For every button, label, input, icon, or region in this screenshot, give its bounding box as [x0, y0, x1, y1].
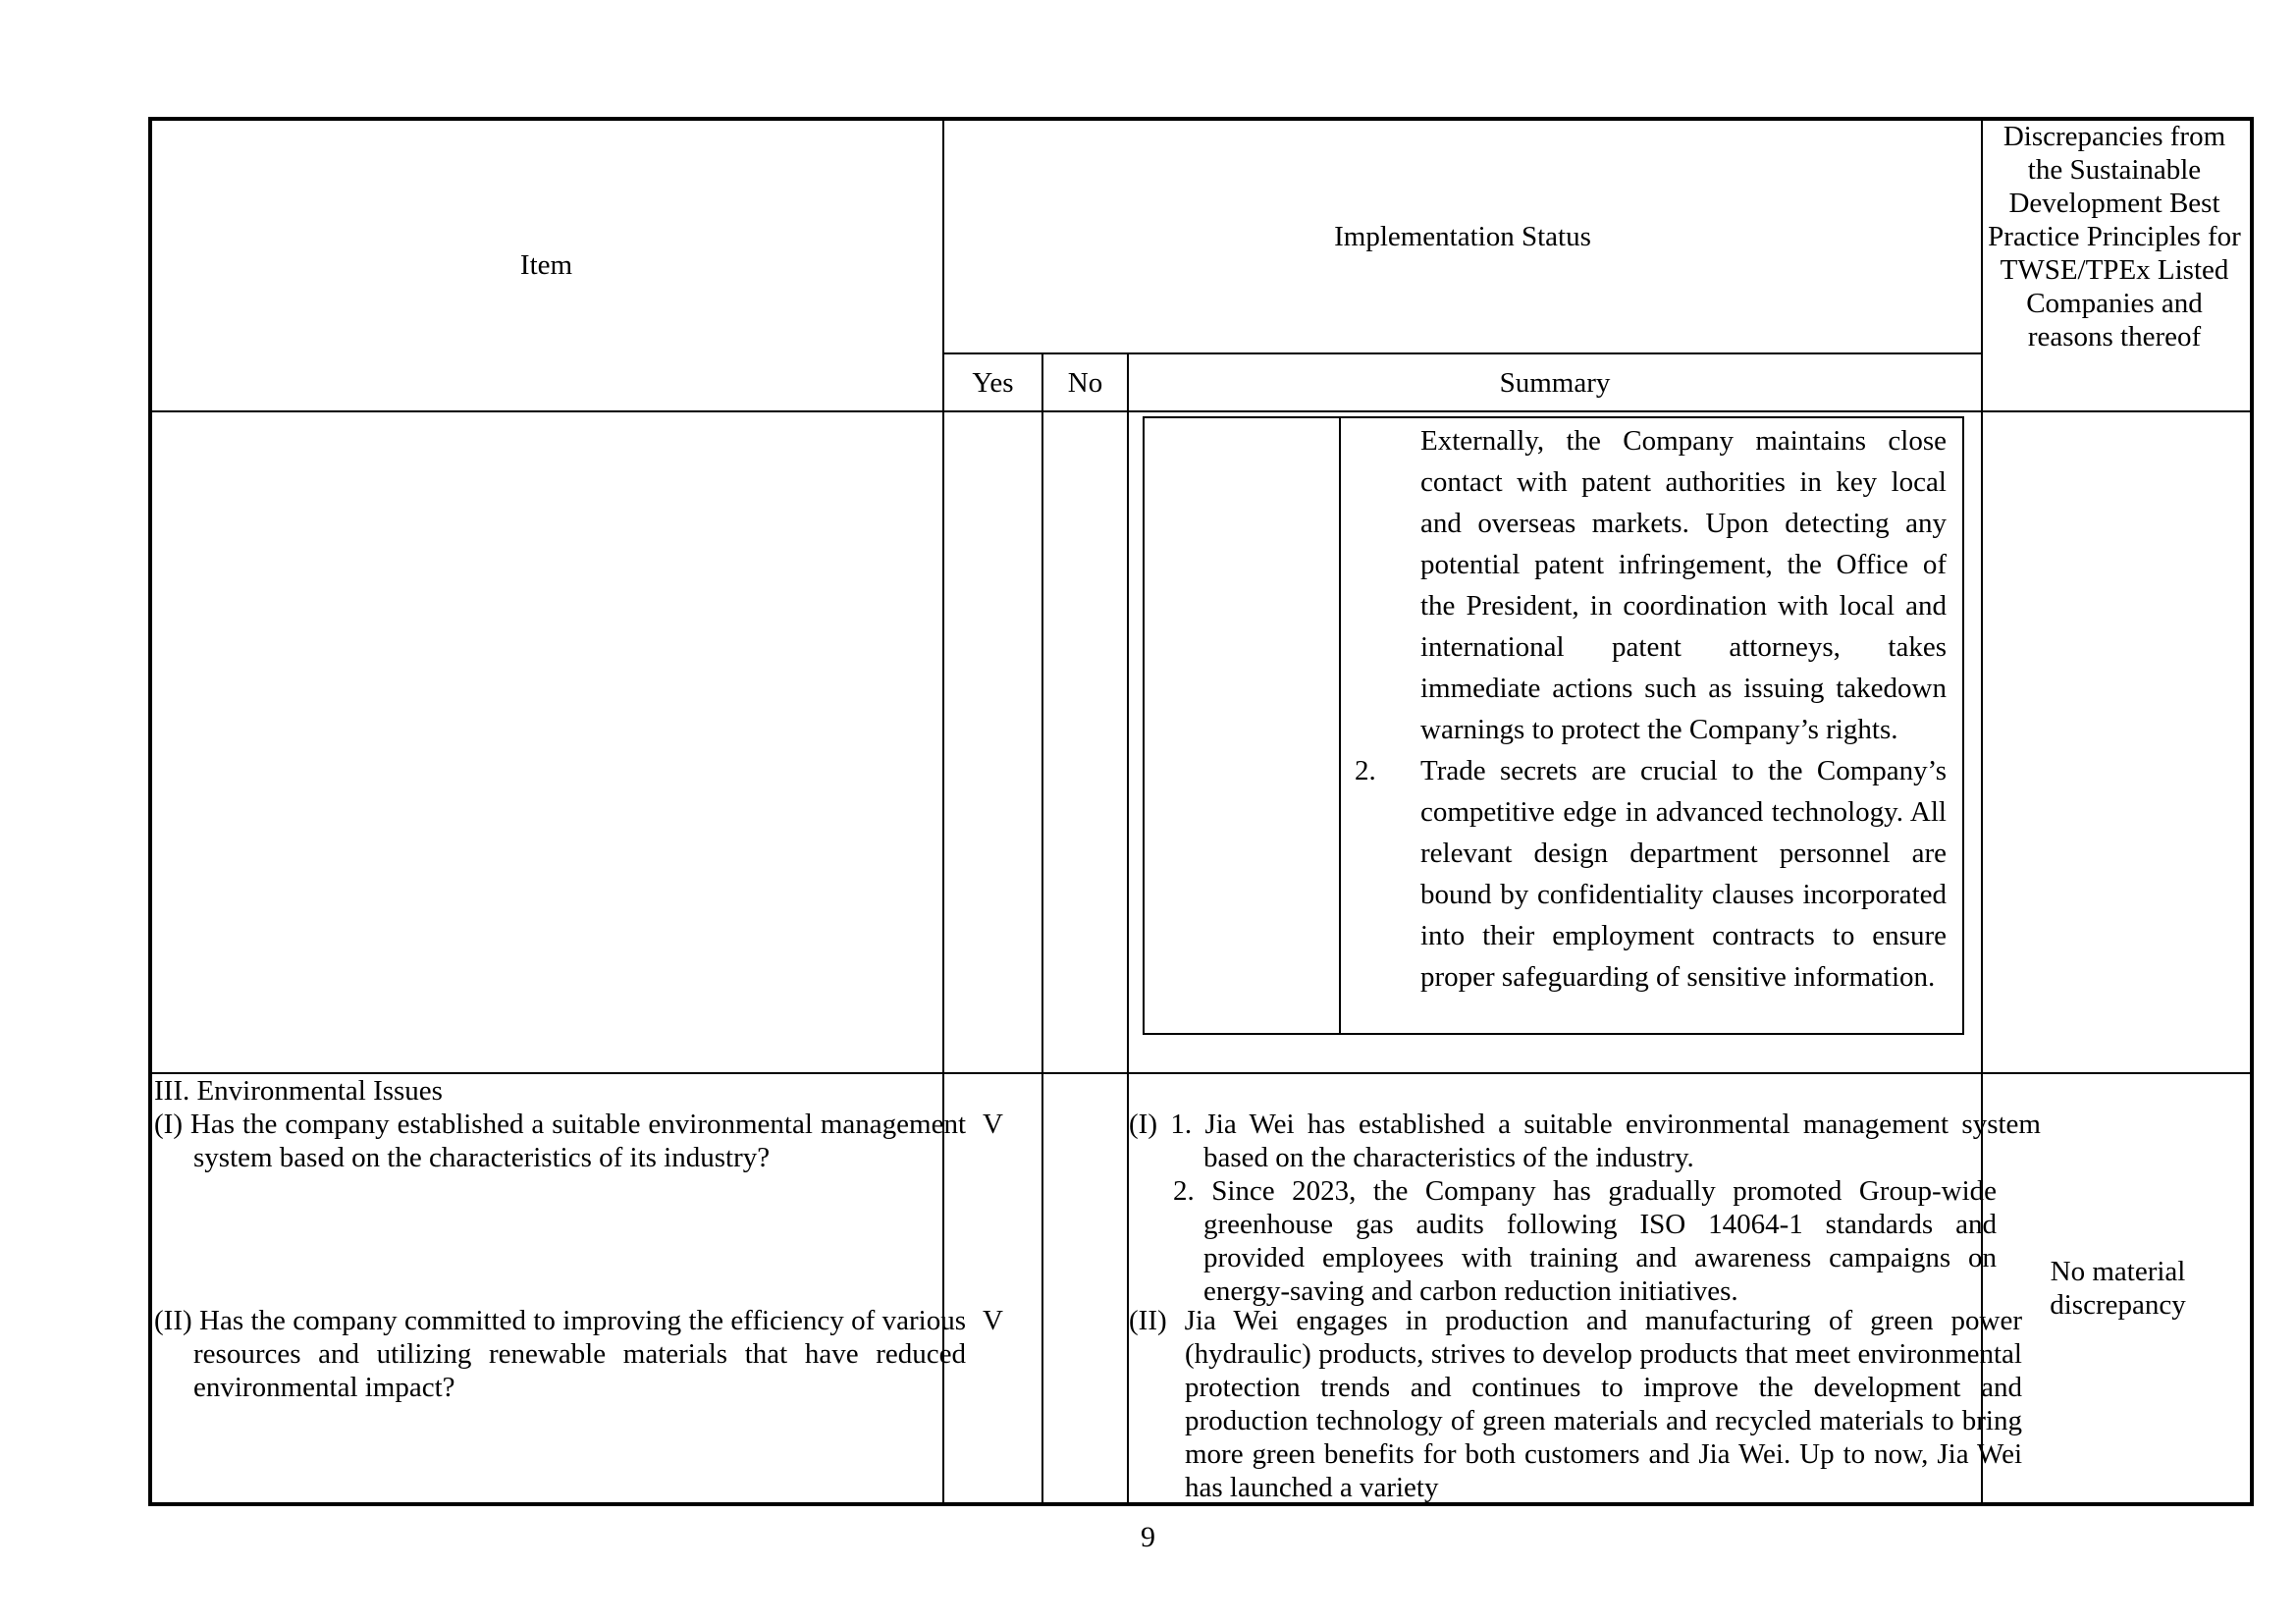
header-no: No	[1067, 367, 1103, 399]
header-yes: Yes	[972, 367, 1014, 399]
question-2: (II) Has the company committed to improving the efficiency of various resources and utilizing renewable materials that have reduced environmental impact?	[154, 1305, 966, 1403]
section-title-environmental: III. Environmental Issues	[154, 1075, 443, 1107]
answer-2: (II) Jia Wei engages in production and manufacturing of green power (hydraulic) products, strives to develop products that meet environmental protection trends and continues to improve the development and production technology of green materials and recycled materials to bring more green benefits for both customers and Jia Wei. Up to now, Jia Wei has launched a variety	[1129, 1305, 2022, 1503]
header-discrepancies: Discrepancies from the Sustainable Development Best Practice Principles for TWSE/TPEx Listed Companies and reasons thereof	[1988, 121, 2241, 352]
header-implementation-status: Implementation Status	[1334, 221, 1591, 252]
yes-mark-q1: V	[983, 1109, 1003, 1140]
header-summary: Summary	[1499, 367, 1611, 399]
continued-summary-number: 2.	[1355, 755, 1376, 786]
discrepancy-status: No material discrepancy	[2050, 1256, 2186, 1321]
continued-summary-item2: Trade secrets are crucial to the Company’s competitive edge in advanced technology. All relevant design department personnel are bound by confidentiality clauses incorporated into their employment contracts to ensure proper safeguarding of sensitive information.	[1420, 755, 1947, 993]
page-number: 9	[1141, 1521, 1155, 1553]
row-divider-environment	[150, 1072, 2252, 1074]
inner-box-divider	[1339, 418, 1341, 1033]
row-divider-header	[150, 410, 2252, 412]
yes-mark-q2: V	[983, 1305, 1003, 1336]
row-divider-status	[943, 352, 1982, 354]
header-item: Item	[519, 249, 573, 281]
question-1: (I) Has the company established a suitable environmental management system based on the characteristics of its industry?	[154, 1109, 966, 1173]
continued-summary-para: Externally, the Company maintains close contact with patent authorities in key local and overseas markets. Upon detecting any potential patent infringement, the Office of the President, in coordination with local and international patent attorneys, takes immediate actions such as issuing takedown warnings to protect the Company’s rights.	[1420, 425, 1947, 745]
answer-1-2: 2. Since 2023, the Company has gradually promoted Group-wide greenhouse gas audits following ISO 14064-1 standards and provided employees with training and awareness campaigns on energy-saving and carbon reduction initiatives.	[1173, 1175, 1997, 1307]
col-divider-yes	[1041, 354, 1043, 1504]
col-divider-item	[942, 119, 944, 1504]
answer-1-1: (I) 1. Jia Wei has established a suitable environmental management system based on the characteristics of the industry.	[1129, 1109, 2041, 1173]
